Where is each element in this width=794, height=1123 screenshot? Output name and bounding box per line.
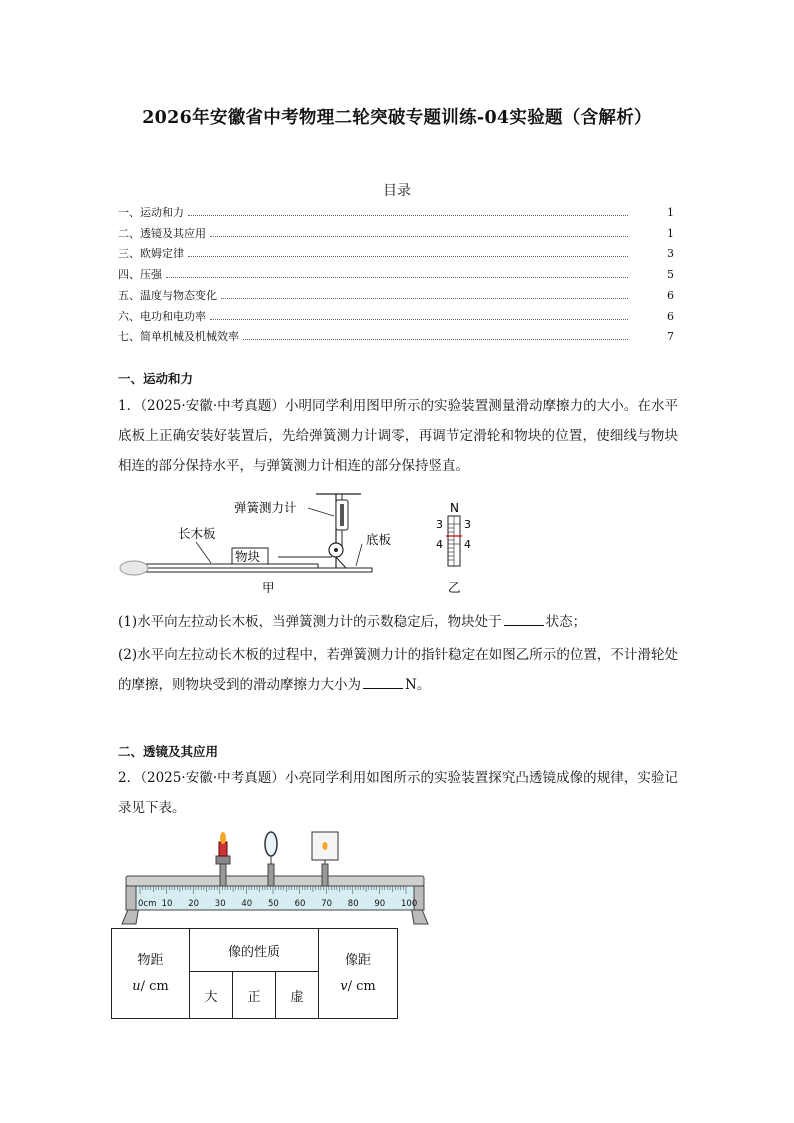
toc-entry[interactable]: [118, 245, 674, 261]
section-heading-motion-force: 一、运动和力: [118, 371, 194, 386]
toc-entry[interactable]: [118, 204, 674, 220]
image-virtual-header: 虚: [276, 972, 319, 1019]
toc-entry-label: 五、温度与物态变化: [118, 288, 217, 302]
toc-entry-label: 一、运动和力: [118, 206, 184, 219]
bench-tick-label: 90: [374, 899, 386, 909]
toc-leader-dots: [188, 255, 628, 257]
toc-leader-dots: [210, 318, 628, 320]
toc-entry-page: 6: [667, 309, 674, 323]
toc-entry[interactable]: [118, 287, 674, 303]
scale-mark-4-left: 4: [436, 538, 443, 551]
optical-bench-figure: [118, 830, 432, 926]
bench-tick-label: 10: [161, 899, 173, 909]
question-1-part-2: (2)水平向左拉动长木板的过程中，若弹簧测力计的指针稳定在如图乙所示的位置，不计滑轮处的摩擦，则物块受到的滑动摩擦力大小为 N。: [118, 647, 678, 693]
toc-entry-page: 7: [667, 330, 674, 344]
figure-caption-b: 乙: [448, 580, 461, 595]
bench-tick-label: 20: [188, 899, 200, 909]
toc-entry-page: 1: [667, 206, 674, 219]
toc-leader-dots: [188, 214, 628, 216]
figure-caption-a: 甲: [262, 580, 275, 595]
toc-entry-label: 七、简单机械及机械效率: [118, 330, 239, 344]
section-heading-lens: 二、透镜及其应用: [118, 744, 219, 759]
scale-mark-3-right: 3: [464, 518, 471, 531]
answer-blank-1[interactable]: [504, 611, 544, 626]
bench-tick-label: 80: [347, 899, 359, 909]
scale-unit-label: N: [450, 501, 459, 515]
scale-mark-3-left: 3: [436, 518, 443, 531]
base-plate-label: 底板: [366, 532, 392, 547]
toc-heading: 目录: [383, 183, 411, 199]
toc-entry[interactable]: [118, 308, 674, 324]
document-title: 2026年安徽省中考物理二轮突破专题训练-04实验题（含解析）: [142, 108, 652, 128]
answer-blank-2[interactable]: [363, 674, 403, 689]
bench-tick-label: 30: [214, 899, 226, 909]
image-upright-header: 正: [233, 972, 276, 1019]
record-table: [111, 928, 398, 1019]
toc-entry-page: 1: [667, 226, 674, 240]
toc-leader-dots: [221, 297, 628, 299]
bench-tick-label: 0cm: [138, 899, 157, 909]
toc-entry[interactable]: [118, 225, 674, 241]
bench-tick-label: 70: [321, 899, 333, 909]
toc-entry-label: 二、透镜及其应用: [118, 226, 206, 240]
bench-tick-label: 50: [268, 899, 279, 909]
toc-leader-dots: [243, 338, 628, 340]
image-nature-header: 像的性质: [190, 929, 319, 972]
long-board-label: 长木板: [178, 526, 216, 541]
question-1-text: 1．（2025·安徽·中考真题）小明同学利用图甲所示的实验装置测量滑动摩擦力的大小。在水平底板上正确安装好装置后，先给弹簧测力计调零，再调节定滑轮和物块的位置，使细线与物块相连的部分保持水平，与弹簧测力计相连的部分保持竖直。: [118, 398, 678, 474]
object-distance-header: 物距 u/ cm: [112, 929, 190, 1019]
question-2-text: 2．（2025·安徽·中考真题）小亮同学利用如图所示的实验装置探究凸透镜成像的规律，实验记录见下表。: [118, 770, 678, 816]
toc-entry-label: 四、压强: [118, 268, 162, 282]
toc-entry-page: 3: [667, 247, 674, 261]
scale-mark-4-right: 4: [464, 538, 471, 551]
image-large-header: 大: [190, 972, 233, 1019]
bench-tick-label: 60: [294, 899, 306, 909]
block-label: 物块: [235, 549, 261, 564]
friction-apparatus-figure: [116, 486, 392, 596]
toc-entry-page: 6: [667, 288, 674, 302]
toc-entry[interactable]: [118, 266, 674, 282]
toc-entry[interactable]: [118, 328, 674, 344]
bench-tick-label: 40: [241, 899, 253, 909]
spring-scale-label: 弹簧测力计: [234, 500, 297, 515]
bench-tick-label: 100: [401, 899, 418, 909]
spring-scale-reading-figure: [420, 500, 490, 596]
toc-leader-dots: [166, 276, 628, 278]
toc-entry-label: 六、电功和电功率: [118, 309, 206, 323]
image-distance-header: 像距 v/ cm: [319, 929, 398, 1019]
toc-entry-label: 三、欧姆定律: [118, 247, 184, 261]
toc-leader-dots: [210, 235, 628, 237]
question-1-part-1: (1)水平向左拉动长木板，当弹簧测力计的示数稳定后，物块处于 状态；: [118, 607, 678, 637]
toc-entry-page: 5: [667, 268, 674, 282]
